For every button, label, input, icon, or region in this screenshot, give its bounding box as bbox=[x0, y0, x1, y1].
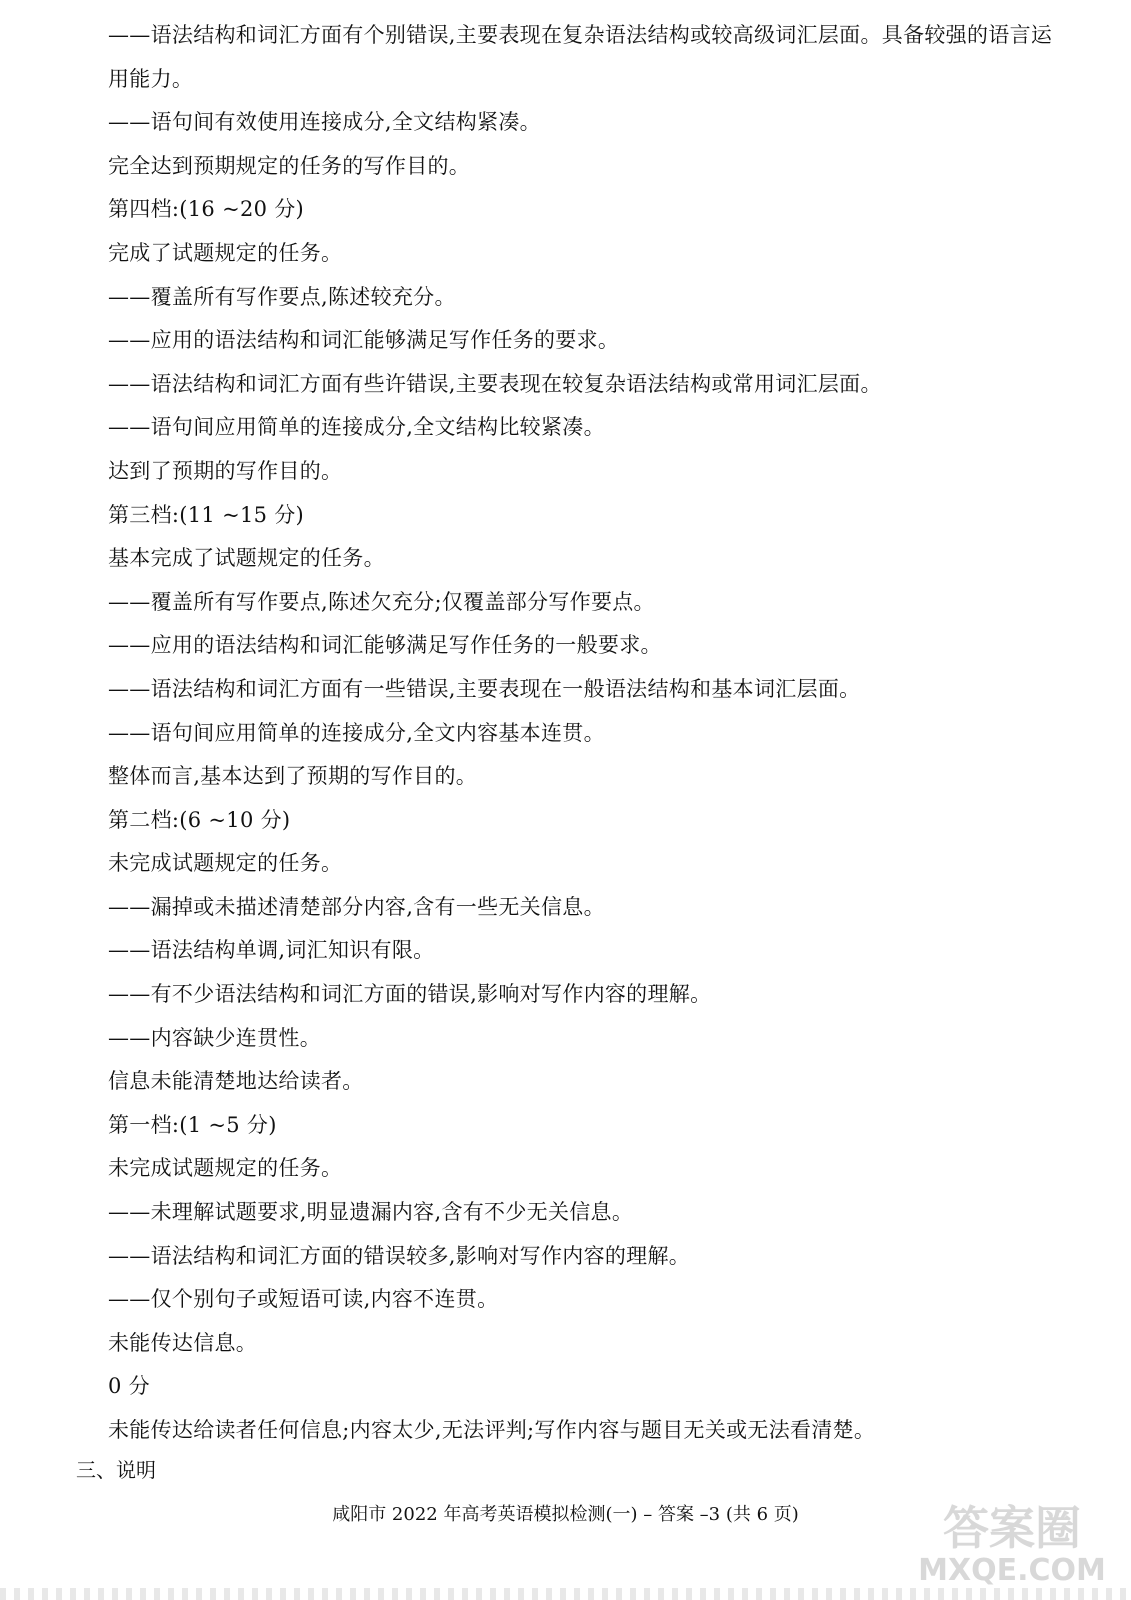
grade-heading-4: 第四档:(16 ~20 分) bbox=[108, 197, 305, 222]
paragraph-line: ——漏掉或未描述清楚部分内容,含有一些无关信息。 bbox=[108, 894, 605, 919]
grade-heading-3: 第三档:(11 ~15 分) bbox=[108, 502, 305, 527]
paragraph-line: ——未理解试题要求,明显遗漏内容,含有不少无关信息。 bbox=[108, 1200, 634, 1225]
paragraph-line: ——内容缺少连贯性。 bbox=[108, 1025, 321, 1050]
paragraph-line: ——语法结构单调,词汇知识有限。 bbox=[108, 938, 435, 963]
paragraph-line: ——仅个别句子或短语可读,内容不连贯。 bbox=[108, 1287, 499, 1312]
scan-edge-artifact bbox=[0, 1588, 1131, 1600]
paragraph-line: ——应用的语法结构和词汇能够满足写作任务的要求。 bbox=[108, 328, 620, 353]
paragraph-line: 信息未能清楚地达给读者。 bbox=[108, 1069, 364, 1094]
grade-heading-2: 第二档:(6 ~10 分) bbox=[108, 807, 291, 832]
paragraph-line: ——语法结构和词汇方面有一些错误,主要表现在一般语法结构和基本词汇层面。 bbox=[108, 676, 861, 701]
page-footer: 咸阳市 2022 年高考英语模拟检测(一) – 答案 –3 (共 6 页) bbox=[332, 1504, 799, 1525]
paragraph-line: ——语法结构和词汇方面有些许错误,主要表现在较复杂语法结构或常用词汇层面。 bbox=[108, 371, 882, 396]
paragraph-line: 基本完成了试题规定的任务。 bbox=[108, 546, 385, 571]
paragraph-line: 整体而言,基本达到了预期的写作目的。 bbox=[108, 764, 478, 789]
paragraph-line: ——语法结构和词汇方面的错误较多,影响对写作内容的理解。 bbox=[108, 1243, 691, 1268]
paragraph-line: 未完成试题规定的任务。 bbox=[108, 1156, 343, 1181]
paragraph-line: ——语法结构和词汇方面有个别错误,主要表现在复杂语法结构或较高级词汇层面。具备较强的语言运用能力。 bbox=[108, 23, 1053, 91]
paragraph-line: 达到了预期的写作目的。 bbox=[108, 458, 343, 483]
paragraph-line: ——覆盖所有写作要点,陈述较充分。 bbox=[108, 284, 456, 309]
paragraph-line: ——覆盖所有写作要点,陈述欠充分;仅覆盖部分写作要点。 bbox=[108, 589, 655, 614]
scoring-criteria-text bbox=[108, 14, 1068, 1453]
watermark-logo bbox=[917, 1492, 1107, 1588]
paragraph-line: 未能传达给读者任何信息;内容太少,无法评判;写作内容与题目无关或无法看清楚。 bbox=[108, 1418, 876, 1442]
watermark-bottom-text: MXQE.COM bbox=[918, 1553, 1106, 1588]
watermark-top-text: 答案圈 bbox=[943, 1501, 1081, 1555]
paragraph-line: ——应用的语法结构和词汇能够满足写作任务的一般要求。 bbox=[108, 633, 662, 658]
section-heading: 三、说明 bbox=[76, 1458, 156, 1482]
paragraph-line: ——有不少语法结构和词汇方面的错误,影响对写作内容的理解。 bbox=[108, 982, 712, 1007]
paragraph-line: 完全达到预期规定的任务的写作目的。 bbox=[108, 153, 471, 178]
paragraph-line: 未能传达信息。 bbox=[108, 1330, 258, 1355]
grade-heading-0: 0 分 bbox=[108, 1374, 150, 1399]
grade-heading-1: 第一档:(1 ~5 分) bbox=[108, 1112, 277, 1137]
paragraph-line: ——语句间应用简单的连接成分,全文结构比较紧凑。 bbox=[108, 415, 605, 440]
paragraph-line: ——语句间应用简单的连接成分,全文内容基本连贯。 bbox=[108, 720, 605, 745]
paragraph-line: ——语句间有效使用连接成分,全文结构紧凑。 bbox=[108, 110, 541, 135]
paragraph-line: 完成了试题规定的任务。 bbox=[108, 240, 343, 265]
paragraph-line: 未完成试题规定的任务。 bbox=[108, 851, 343, 876]
